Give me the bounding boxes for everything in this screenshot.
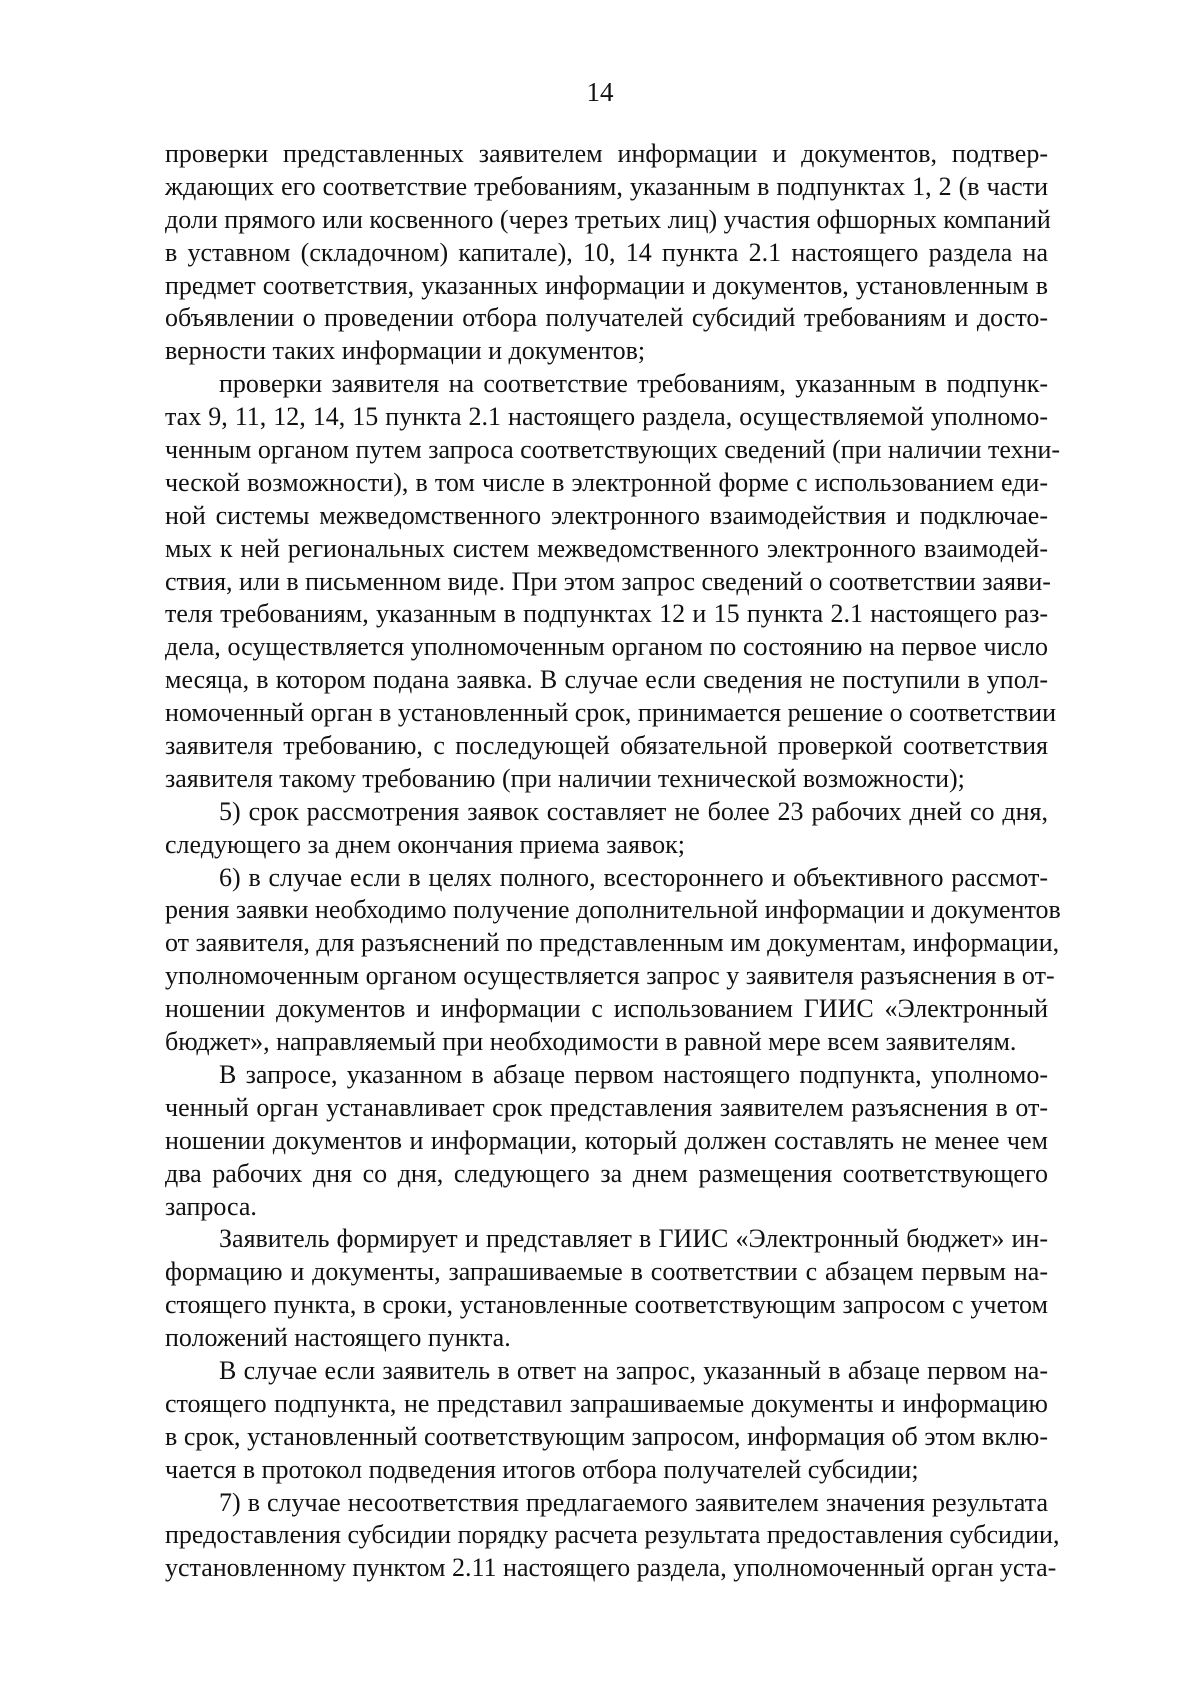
- text-line: ждающих его соответствие требованиям, указанным в подпунктах 1, 2 (в части: [165, 171, 1048, 201]
- text-line: ствия, или в письменном виде. При этом запрос сведений о соответствии заяви-: [165, 566, 1051, 596]
- text-line: дела, осуществляется уполномоченным органом по состоянию на первое число: [165, 632, 1048, 662]
- text-line: объявлении о проведении отбора получателей субсидий требованиям и досто-: [165, 303, 1048, 333]
- text-line: мых к ней региональных систем межведомственного электронного взаимодей-: [165, 533, 1048, 563]
- text-line: Заявитель формирует и представляет в ГИИС «Электронный бюджет» ин-: [219, 1224, 1048, 1254]
- text-line: в срок, установленный соответствующим запросом, информация об этом вклю-: [165, 1421, 1048, 1451]
- text-line: тах 9, 11, 12, 14, 15 пункта 2.1 настоящего раздела, осуществляемой уполномо-: [165, 402, 1048, 432]
- text-line: 7) в случае несоответствия предлагаемого заявителем значения результата: [219, 1487, 1048, 1517]
- text-line: теля требованиям, указанным в подпунктах 12 и 15 пункта 2.1 настоящего раз-: [165, 599, 1048, 629]
- text-line: предмет соответствия, указанных информации и документов, установленным в: [165, 270, 1048, 300]
- text-line: 5) срок рассмотрения заявок составляет не более 23 рабочих дней со дня,: [219, 796, 1048, 826]
- text-line: формацию и документы, запрашиваемые в соответствии с абзацем первым на-: [165, 1257, 1048, 1287]
- document-body: [165, 138, 1061, 1585]
- text-line: верности таких информации и документов;: [165, 336, 646, 366]
- text-line: ношении документов и информации с использованием ГИИС «Электронный: [165, 994, 1048, 1024]
- text-line: следующего за днем окончания приема заявок;: [165, 829, 685, 859]
- text-line: ченным органом путем запроса соответствующих сведений (при наличии техни-: [165, 435, 1061, 465]
- text-line: ческой возможности), в том числе в электронной форме с использованием еди-: [165, 467, 1048, 497]
- text-line: стоящего подпункта, не представил запрашиваемые документы и информацию: [165, 1388, 1048, 1418]
- text-line: ченный орган устанавливает срок представления заявителем разъяснения в от-: [165, 1092, 1048, 1122]
- text-line: проверки заявителя на соответствие требованиям, указанным в подпунк-: [219, 369, 1048, 399]
- text-line: чается в протокол подведения итогов отбора получателей субсидии;: [165, 1454, 919, 1484]
- text-line: заявителя такому требованию (при наличии технической возможности);: [165, 763, 965, 793]
- text-line: проверки представленных заявителем информации и документов, подтвер-: [165, 139, 1048, 168]
- text-line: ной системы межведомственного электронного взаимодействия и подключае-: [165, 500, 1048, 530]
- text-line: доли прямого или косвенного (через третьих лиц) участия офшорных компаний: [165, 204, 1051, 234]
- text-line: положений настоящего пункта.: [165, 1323, 511, 1353]
- page-number: 14: [586, 77, 614, 107]
- text-line: бюджет», направляемый при необходимости в равной мере всем заявителям.: [165, 1027, 1017, 1057]
- text-line: от заявителя, для разъяснений по представленным им документам, информации,: [165, 928, 1060, 958]
- text-line: номоченный орган в установленный срок, принимается решение о соответствии: [165, 698, 1056, 728]
- text-line: два рабочих дня со дня, следующего за днем размещения соответствующего: [165, 1158, 1048, 1188]
- text-line: уполномоченным органом осуществляется запрос у заявителя разъяснения в от-: [165, 961, 1055, 991]
- text-line: в уставном (складочном) капитале), 10, 14 пункта 2.1 настоящего раздела на: [165, 237, 1048, 267]
- text-line: 6) в случае если в целях полного, всестороннего и объективного рассмот-: [219, 862, 1048, 892]
- text-line: рения заявки необходимо получение дополнительной информации и документов: [165, 895, 1061, 925]
- text-line: предоставления субсидии порядку расчета результата предоставления субсидии,: [165, 1520, 1060, 1550]
- text-line: стоящего пункта, в сроки, установленные соответствующим запросом с учетом: [165, 1290, 1048, 1320]
- text-line: месяца, в котором подана заявка. В случае если сведения не поступили в упол-: [165, 665, 1048, 695]
- text-line: В случае если заявитель в ответ на запрос, указанный в абзаце первом на-: [219, 1355, 1048, 1385]
- text-line: ношении документов и информации, который должен составлять не менее чем: [165, 1125, 1048, 1155]
- text-line: запроса.: [165, 1191, 257, 1221]
- text-line: В запросе, указанном в абзаце первом настоящего подпункта, уполномо-: [219, 1059, 1048, 1089]
- text-line: заявителя требованию, с последующей обязательной проверкой соответствия: [165, 731, 1048, 761]
- text-line: установленному пунктом 2.11 настоящего раздела, уполномоченный орган уста-: [165, 1553, 1057, 1583]
